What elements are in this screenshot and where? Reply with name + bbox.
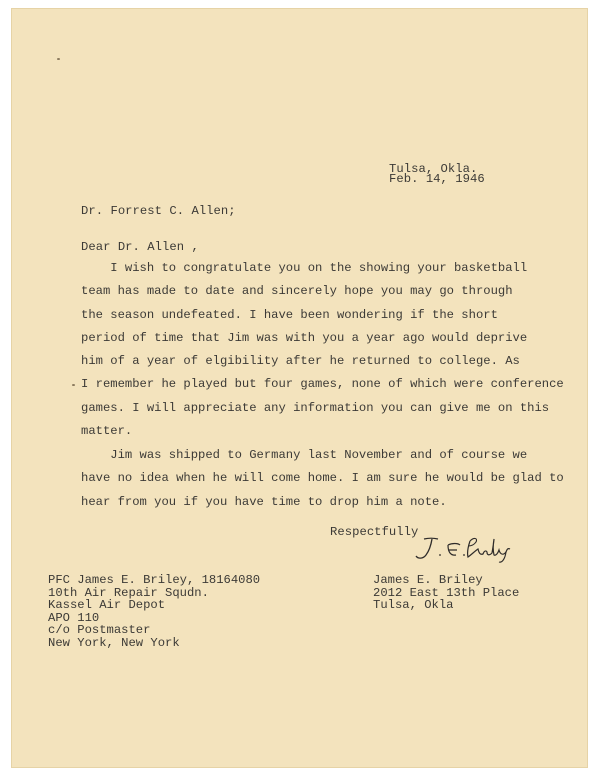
address-line: PFC James E. Briley, 18164080	[48, 573, 261, 587]
address-line: Tulsa, Okla	[373, 598, 454, 613]
address-line: 10th Air Repair Squdn.	[48, 585, 209, 600]
date-line: Feb. 14, 1946	[389, 172, 485, 186]
paragraph-1	[81, 257, 564, 443]
paper-speck	[57, 58, 60, 60]
address-line: New York, New York	[48, 635, 180, 650]
address-line: APO 110	[48, 610, 100, 625]
salutation-line: Dear Dr. Allen ,	[81, 240, 199, 254]
address-line: James E. Briley	[373, 573, 483, 587]
signature	[404, 529, 522, 567]
place-line: Tulsa, Okla.	[389, 162, 478, 176]
paragraph-2	[81, 444, 564, 514]
paragraph-2-line: hear from you if you have time to drop him a note.	[81, 494, 447, 509]
paragraph-1-line: the season undefeated. I have been wondering if the short	[81, 307, 498, 322]
paragraph-1-line: period of time that Jim was with you a year ago would deprive	[81, 330, 528, 345]
paragraph-1-line: team has made to date and sincerely hope you may go through	[81, 284, 513, 299]
paragraph-2-line: Jim was shipped to Germany last November and of course we	[81, 448, 528, 462]
paragraph-2-line: have no idea when he will come home. I am sure he would be glad to	[81, 471, 564, 486]
address-line: 2012 East 13th Place	[373, 585, 520, 600]
address-line: c/o Postmaster	[48, 623, 151, 638]
address-line: Kassel Air Depot	[48, 598, 166, 613]
sender-home-address	[373, 574, 519, 612]
paragraph-1-line: I remember he played but four games, none of which were conference	[81, 377, 564, 392]
closing-line: Respectfully	[330, 525, 419, 539]
paragraph-1-line: him of a year of elgibility after he returned to college. As	[81, 354, 520, 369]
paper-speck	[72, 384, 75, 386]
sender-military-address	[48, 574, 260, 650]
recipient-line: Dr. Forrest C. Allen;	[81, 204, 236, 218]
paragraph-1-line: I wish to congratulate you on the showing your basketball	[81, 261, 528, 275]
paragraph-1-line: games. I will appreciate any information you can give me on this	[81, 400, 550, 415]
paragraph-1-line: matter.	[81, 424, 133, 439]
